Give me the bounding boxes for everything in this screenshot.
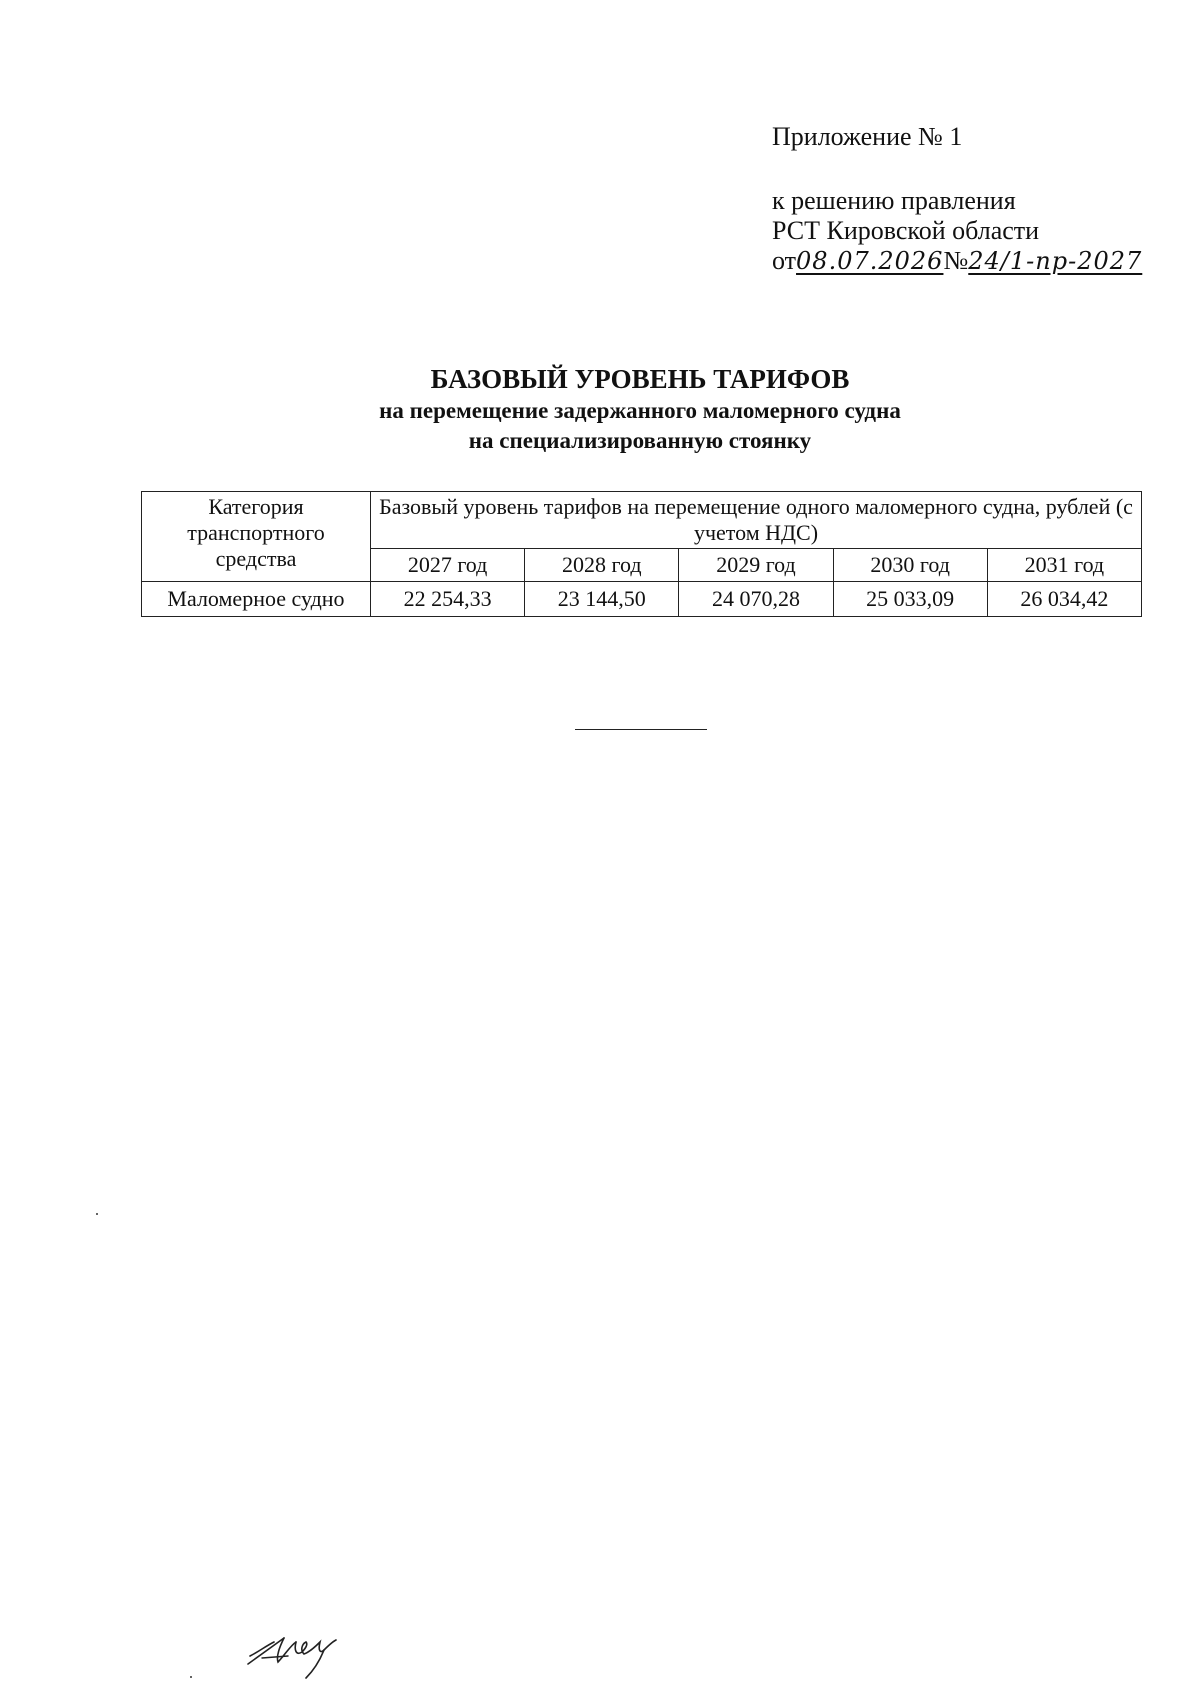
year-header-cell: 2031 год [987, 549, 1141, 582]
tariff-table [141, 491, 1142, 617]
table-row [142, 582, 1142, 617]
tariff-value-cell: 26 034,42 [987, 582, 1141, 617]
document-title [150, 362, 1130, 456]
title-main: БАЗОВЫЙ УРОВЕНЬ ТАРИФОВ [430, 364, 850, 394]
year-header-cell: 2030 год [833, 549, 987, 582]
number-prefix: № [943, 246, 969, 275]
table-header-row [142, 492, 1142, 549]
handwritten-signature [244, 1612, 354, 1682]
year-header-cell: 2027 год [371, 549, 525, 582]
year-header-cell: 2028 год [525, 549, 679, 582]
handwritten-number: 24/1-пр-2027 [968, 247, 1143, 275]
scan-speck [190, 1676, 192, 1678]
title-subline-1: на перемещение задержанного маломерного судна [379, 398, 901, 423]
appendix-date-number-line [772, 246, 1172, 276]
appendix-decision-line: к решению правления [772, 186, 1016, 215]
tariff-value-cell: 25 033,09 [833, 582, 987, 617]
appendix-authority-line: РСТ Кировской области [772, 216, 1040, 245]
title-subline-2: на специализированную стоянку [468, 428, 812, 453]
tariff-value-cell: 23 144,50 [525, 582, 679, 617]
category-cell: Маломерное судно [142, 582, 371, 617]
end-separator-line [575, 729, 707, 730]
category-header-cell: Категория транспортного средства [142, 492, 371, 582]
tariff-header-cell: Базовый уровень тарифов на перемещение одного маломерного судна, рублей (с учетом НДС) [371, 492, 1142, 549]
date-prefix: от [772, 246, 797, 275]
tariff-value-cell: 24 070,28 [679, 582, 833, 617]
scan-speck [96, 1213, 98, 1215]
year-header-cell: 2029 год [679, 549, 833, 582]
appendix-title: Приложение № 1 [772, 122, 963, 151]
appendix-block [772, 122, 1172, 276]
tariff-value-cell: 22 254,33 [371, 582, 525, 617]
handwritten-date: 08.07.2026 [796, 247, 944, 275]
